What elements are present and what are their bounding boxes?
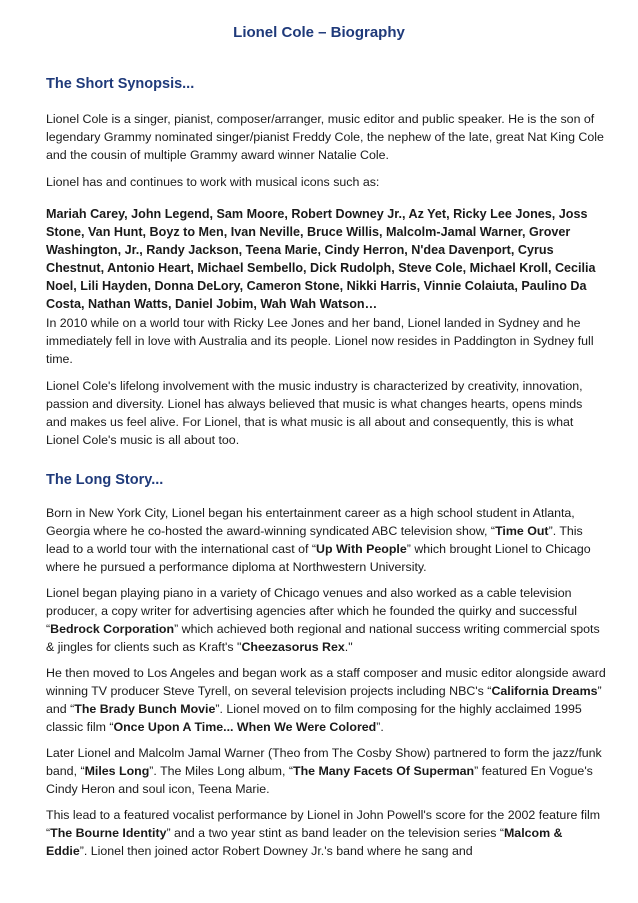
synopsis-paragraph-4: In 2010 while on a world tour with Ricky Lee Jones and her band, Lionel landed in Sydney and he immediately fell in love with Australia and its people. Lionel now resides in Paddington in Sydney full time. (46, 316, 594, 366)
show-title-time-out: Time Out (495, 524, 549, 538)
long-story-paragraph-3: He then moved to Los Angeles and began work as a staff composer and music editor alongside award winning TV producer Steve Tyrell, on several television projects including NBC's “California Dreams” and “The Brady Bunch Movie”. Lionel moved on to film composing for the highly acclaimed 1995 classic film “Once Upon A Time... When We Were Colored”. (46, 666, 606, 734)
long-story-paragraph-1: Born in New York City, Lionel began his entertainment career as a high school student in Atlanta, Georgia where he co-hosted the award-winning syndicated ABC television show, “Time Out”. This lead to a world tour with the international cast of “Up With People” which brought Lionel to Chicago where he pursued a performance diploma at Northwestern University. (46, 506, 591, 574)
document-title: Lionel Cole – Biography (233, 24, 405, 41)
long-story-paragraph-4: Later Lionel and Malcolm Jamal Warner (Theo from The Cosby Show) partnered to form the jazz/funk band, “Miles Long”. The Miles Long album, “The Many Facets Of Superman” featured En Vogue's Cindy Heron and soul icon, Teena Marie. (46, 746, 602, 796)
long-story-paragraph-2: Lionel began playing piano in a variety of Chicago venues and also worked as a cable television producer, a copy writer for advertising agencies after which he founded the quirky and successful “Bedrock Corporation” which achieved both regional and national success writing commercial spots & jingles for clients such as Kraft's "Cheezasorus Rex." (46, 586, 600, 654)
musical-icons-list: Mariah Carey, John Legend, Sam Moore, Robert Downey Jr., Az Yet, Ricky Lee Jones, Joss Stone, Van Hunt, Boyz to Men, Ivan Neville, Bruce Willis, Malcolm-Jamal Warner, Grover Washington, Jr., Randy Jackson, Teena Marie, Cindy Herron, N'dea Davenport, Cyrus Chestnut, Antonio Heart, Michael Sembello, Dick Rudolph, Steve Cole, Michael Kroll, Cecilia Noel, Lili Hayden, Donna DeLory, Cameron Stone, Nikki Harris, Vinnie Colaiuta, Paulino Da Costa, Nathan Watts, Daniel Jobim, Wah Wah Watson… (46, 207, 596, 311)
synopsis-paragraph-2: Lionel has and continues to work with musical icons such as: (46, 175, 380, 189)
company-bedrock-corporation: Bedrock Corporation (50, 622, 175, 636)
section-heading-short-synopsis: The Short Synopsis... (46, 76, 195, 92)
film-title-bourne-identity: The Bourne Identity (50, 826, 167, 840)
synopsis-paragraph-1: Lionel Cole is a singer, pianist, composer/arranger, music editor and public speaker. He is the son of legendary Grammy nominated singer/pianist Freddy Cole, the nephew of the late, great Nat King Cole and the cousin of multiple Grammy award winner Natalie Cole. (46, 112, 604, 162)
band-name-miles-long: Miles Long (84, 764, 150, 778)
section-heading-long-story: The Long Story... (46, 472, 164, 488)
synopsis-paragraph-5: Lionel Cole's lifelong involvement with the music industry is characterized by creativity, innovation, passion and diversity. Lionel has always believed that music is what changes hearts, opens minds and makes us feel alive. For Lionel, that is what music is all about and consequently, this is what Lionel Cole's music is all about too. (46, 379, 583, 447)
album-title-many-facets: The Many Facets Of Superman (293, 764, 475, 778)
jingle-cheezasorus-rex: Cheezasorus Rex (241, 640, 345, 654)
show-title-up-with-people: Up With People (316, 542, 407, 556)
show-title-california-dreams: California Dreams (491, 684, 598, 698)
series-title-malcom-eddie: Malcom & Eddie (46, 826, 563, 858)
long-story-paragraph-5: This lead to a featured vocalist performance by Lionel in John Powell's score for the 2002 feature film “The Bourne Identity” and a two year stint as band leader on the television series “Malcom & Eddie”. Lionel then joined actor Robert Downey Jr.'s band where he sang and (46, 808, 601, 858)
movie-title-brady-bunch: The Brady Bunch Movie (74, 702, 216, 716)
film-title-once-upon-a-time: Once Upon A Time... When We Were Colored (113, 720, 377, 734)
